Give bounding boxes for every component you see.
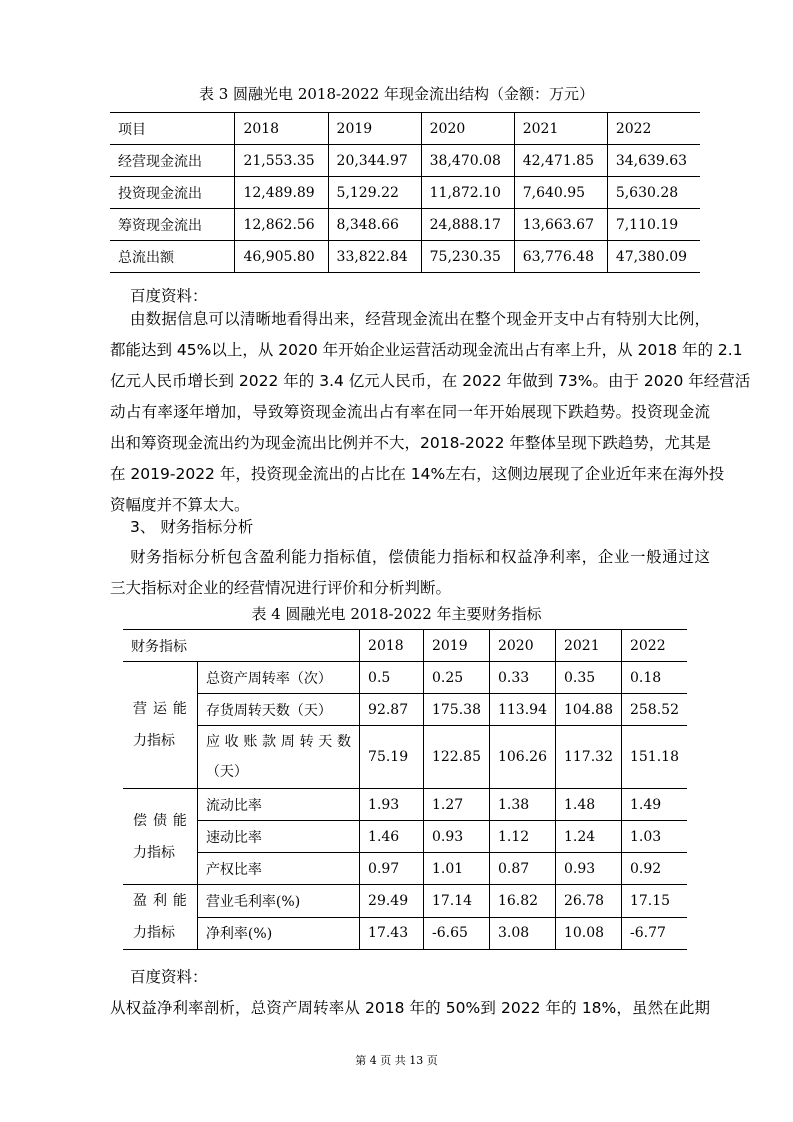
table-header-row	[110, 113, 700, 145]
table4-caption: 表 4 圆融光电 2018-2022 年主要财务指标	[251, 605, 542, 623]
table-cell: 1.01	[423, 853, 489, 885]
table-row	[110, 241, 700, 273]
table-cell: 33,822.84	[328, 241, 421, 273]
row-label: 筹资现金流出	[110, 209, 235, 241]
table-cell: 1.12	[489, 821, 555, 853]
table-cell: 5,630.28	[607, 177, 700, 209]
section-heading: 3、 财务指标分析	[130, 518, 254, 536]
table-header-cell: 2019	[328, 113, 421, 145]
paragraph-line: 亿元人民币增长到 2022 年的 3.4 亿元人民币，在 2022 年做到 73%。由于 2020 年经营活	[110, 372, 751, 390]
table-header-cell: 2021	[555, 630, 621, 662]
paragraph-line: 从权益净利率剖析，总资产周转率从 2018 年的 50%到 2022 年的 18%，虽然在此期	[110, 999, 710, 1017]
table-row	[123, 726, 687, 789]
table-cell: -6.77	[621, 917, 687, 950]
table-cell: 5,129.22	[328, 177, 421, 209]
table-row	[123, 917, 687, 950]
table-cell: 0.87	[489, 853, 555, 885]
body-paragraph-3	[110, 993, 710, 1024]
table-row	[123, 821, 687, 853]
table-cell: 1.49	[621, 789, 687, 821]
table-cell: 47,380.09	[607, 241, 700, 273]
table-row	[110, 177, 700, 209]
table-cell: 75,230.35	[421, 241, 514, 273]
table-cell: 17.14	[423, 885, 489, 918]
table-row	[110, 145, 700, 177]
paragraph-line: 资幅度并不算太大。	[110, 496, 250, 514]
group-label-line: 力指标	[133, 844, 175, 861]
table-cell: 7,640.95	[514, 177, 607, 209]
indicator-label: 总资产周转率（次）	[197, 662, 359, 694]
table-cell: 92.87	[360, 694, 424, 726]
group-label-line: 力指标	[133, 925, 175, 941]
table-header-cell: 2022	[607, 113, 700, 145]
table-cell: 175.38	[423, 694, 489, 726]
table-cell: 17.15	[621, 885, 687, 918]
row-label: 投资现金流出	[110, 177, 235, 209]
group-label-line: 盈 利 能	[133, 893, 187, 909]
table-header-cell: 2018	[235, 113, 328, 145]
table-cell: -6.65	[423, 917, 489, 950]
table-cell: 1.46	[360, 821, 424, 853]
table-cell: 10.08	[555, 917, 621, 950]
table-cell: 29.49	[360, 885, 424, 918]
indicator-label: 营业毛利率(%)	[197, 885, 359, 918]
table-cell: 12,489.89	[235, 177, 328, 209]
table-cell: 113.94	[489, 694, 555, 726]
table-cell: 117.32	[555, 726, 621, 789]
body-paragraph-2	[110, 542, 710, 604]
table-cell: 104.88	[555, 694, 621, 726]
table-cell: 21,553.35	[235, 145, 328, 177]
table-cell: 13,663.67	[514, 209, 607, 241]
table-cell: 42,471.85	[514, 145, 607, 177]
paragraph-line: 财务指标分析包含盈利能力指标值，偿债能力指标和权益净利率，企业一般通过这	[130, 548, 710, 566]
paragraph-line: 出和筹资现金流出约为现金流出比例并不大，2018-2022 年整体呈现下跌趋势，尤其是	[110, 434, 711, 452]
source-note: 百度资料：	[130, 287, 208, 305]
table-cell: 11,872.10	[421, 177, 514, 209]
indicator-label	[197, 726, 359, 789]
table-cell: 0.93	[555, 853, 621, 885]
table-cell: 63,776.48	[514, 241, 607, 273]
table-cell: 24,888.17	[421, 209, 514, 241]
table-row	[123, 662, 687, 694]
group-label-solvency	[123, 789, 197, 885]
table-cell: 0.35	[555, 662, 621, 694]
financial-indicators-table	[123, 629, 687, 950]
table-header-row	[123, 630, 687, 662]
table-cell: 1.93	[360, 789, 424, 821]
table-cell: 106.26	[489, 726, 555, 789]
cash-outflow-table	[110, 112, 700, 273]
table-row	[110, 209, 700, 241]
table-header-cell: 财务指标	[123, 630, 360, 662]
table-cell: 1.27	[423, 789, 489, 821]
table-cell: 0.33	[489, 662, 555, 694]
table-cell: 8,348.66	[328, 209, 421, 241]
table-header-cell: 2020	[421, 113, 514, 145]
table-cell: 75.19	[360, 726, 424, 789]
group-label-line: 营 运 能	[133, 701, 187, 717]
paragraph-line: 动占有率逐年增加，导致筹资现金流出占有率在同一年开始展现下跌趋势。投资现金流	[110, 403, 710, 421]
table-header-cell: 2018	[360, 630, 424, 662]
page-footer: 第 4 页 共 13 页	[355, 1054, 438, 1067]
table-header-cell: 2019	[423, 630, 489, 662]
table-cell: 7,110.19	[607, 209, 700, 241]
table-row	[123, 885, 687, 918]
table-cell: 38,470.08	[421, 145, 514, 177]
table-cell: 1.38	[489, 789, 555, 821]
paragraph-line: 都能达到 45%以上，从 2020 年开始企业运营活动现金流出占有率上升，从 2018 年的 2.1	[110, 341, 743, 359]
table-cell: 1.24	[555, 821, 621, 853]
table-header-cell: 2020	[489, 630, 555, 662]
table-row	[123, 789, 687, 821]
table-row	[123, 694, 687, 726]
table-cell: 0.5	[360, 662, 424, 694]
paragraph-line: 三大指标对企业的经营情况进行评价和分析判断。	[110, 579, 452, 597]
table-cell: 17.43	[360, 917, 424, 950]
paragraph-line: 由数据信息可以清晰地看得出来，经营现金流出在整个现金开支中占有特别大比例，	[130, 310, 710, 328]
source-note: 百度资料：	[130, 968, 208, 986]
table-cell: 1.03	[621, 821, 687, 853]
indicator-label-line: （天）	[205, 764, 248, 780]
group-label-line: 偿 债 能	[133, 812, 187, 829]
row-label: 经营现金流出	[110, 145, 235, 177]
table-cell: 0.92	[621, 853, 687, 885]
table-cell: 26.78	[555, 885, 621, 918]
indicator-label-line: 应收账款周转天数	[205, 734, 352, 750]
group-label-profitability	[123, 885, 197, 950]
table-cell: 122.85	[423, 726, 489, 789]
group-label-line: 力指标	[133, 733, 175, 749]
table-row	[123, 853, 687, 885]
table-header-cell: 项目	[110, 113, 235, 145]
group-label-operating	[123, 662, 197, 789]
row-label: 总流出额	[118, 249, 174, 266]
table-cell: 151.18	[621, 726, 687, 789]
table3-caption: 表 3 圆融光电 2018-2022 年现金流出结构（金额：万元）	[198, 85, 595, 103]
table-cell: 34,639.63	[607, 145, 700, 177]
table-cell: 20,344.97	[328, 145, 421, 177]
table-cell: 258.52	[621, 694, 687, 726]
body-paragraph-1	[110, 304, 751, 521]
table-cell: 16.82	[489, 885, 555, 918]
indicator-label: 速动比率	[197, 821, 359, 853]
indicator-label: 净利率(%)	[197, 917, 359, 950]
indicator-label: 存货周转天数（天）	[197, 694, 359, 726]
table-cell: 0.25	[423, 662, 489, 694]
table-cell: 0.18	[621, 662, 687, 694]
indicator-label: 流动比率	[197, 789, 359, 821]
table-cell: 12,862.56	[235, 209, 328, 241]
table-cell: 46,905.80	[235, 241, 328, 273]
table-cell: 0.93	[423, 821, 489, 853]
indicator-label: 产权比率	[197, 853, 359, 885]
table-header-cell: 2021	[514, 113, 607, 145]
table-header-cell: 2022	[621, 630, 687, 662]
table-cell: 1.48	[555, 789, 621, 821]
table-cell: 3.08	[489, 917, 555, 950]
paragraph-line: 在 2019-2022 年，投资现金流出的占比在 14%左右，这侧边展现了企业近年来在海外投	[110, 465, 725, 483]
table-cell: 0.97	[360, 853, 424, 885]
